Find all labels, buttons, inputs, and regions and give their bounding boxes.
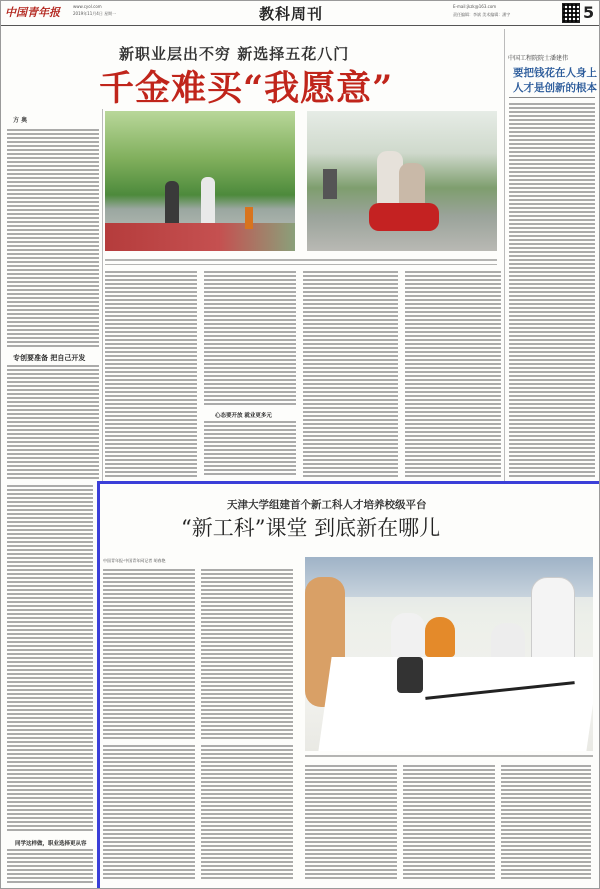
white-table (318, 657, 593, 751)
column-divider (102, 109, 103, 481)
classroom-robot-photo (305, 557, 593, 751)
article-text-column (509, 103, 595, 477)
main-byline: 方 奥 (13, 117, 28, 124)
contact-email: E-mail:jkzk@163.com (453, 4, 497, 9)
article-text-column (303, 271, 398, 477)
signpost (245, 207, 253, 229)
site-url: www.cyol.com (73, 4, 102, 9)
robot-car (397, 657, 423, 693)
section-heading: 专创要准备 把自己开发 (13, 354, 86, 362)
article-text-column (405, 271, 501, 477)
article-text-column (103, 569, 195, 739)
masthead (1, 1, 599, 26)
article-text-column (403, 765, 495, 879)
photo-caption-lines (105, 259, 497, 265)
newspaper-logo: 中国青年报 (5, 6, 60, 19)
student-figure (391, 613, 425, 657)
qr-code-icon (562, 3, 580, 23)
article-text-column (105, 271, 197, 477)
section-heading: 同学这样做，职业选择更从容 (15, 841, 87, 847)
right-title-line-1: 要把钱花在人身上 (513, 67, 597, 79)
red-scooter (369, 203, 439, 231)
article-text-column (201, 745, 293, 879)
runner-figure (165, 181, 179, 226)
feature-kicker: 天津大学组建首个新工科人才培养校级平台 (227, 499, 427, 511)
article-text-column (501, 765, 591, 879)
runner-figure (201, 177, 215, 225)
divider (509, 97, 595, 98)
running-track (105, 223, 295, 251)
article-text-column (201, 569, 293, 739)
main-headline: 千金难买“我愿意” (99, 68, 394, 109)
article-text-column (7, 849, 93, 883)
page-number: 5 (583, 3, 595, 22)
section-title: 教科周刊 (259, 5, 324, 23)
article-text-column (204, 421, 296, 477)
article-text-column (7, 365, 99, 481)
feature-byline: 中国青年报·中国青年网记者 胡春艳 (103, 558, 166, 563)
student-figure (425, 617, 455, 657)
right-title-line-2: 人才是创新的根本 (513, 82, 597, 94)
right-kicker: 中国工程院院士潘建伟 (508, 55, 569, 62)
editors-line: 责任编辑：李斌 美术编辑：潘宇 (453, 12, 511, 17)
motorbike-photo (307, 111, 497, 251)
column-divider (504, 29, 505, 481)
main-subhead: 新职业层出不穷 新选择五花八门 (119, 45, 350, 63)
article-text-column (305, 765, 397, 879)
article-text-column (7, 129, 99, 347)
runners-photo (105, 111, 295, 251)
section-heading: 心态要开放 就业更多元 (215, 413, 272, 419)
feature-headline: “新工科”课堂 到底新在哪儿 (181, 516, 441, 540)
article-text-column (204, 271, 296, 405)
distant-rider (323, 169, 337, 199)
article-text-column (103, 745, 195, 879)
article-text-column (7, 485, 93, 831)
photo-caption-lines (305, 755, 593, 759)
issue-date: 2019年11月4日 星期一 (73, 11, 117, 16)
